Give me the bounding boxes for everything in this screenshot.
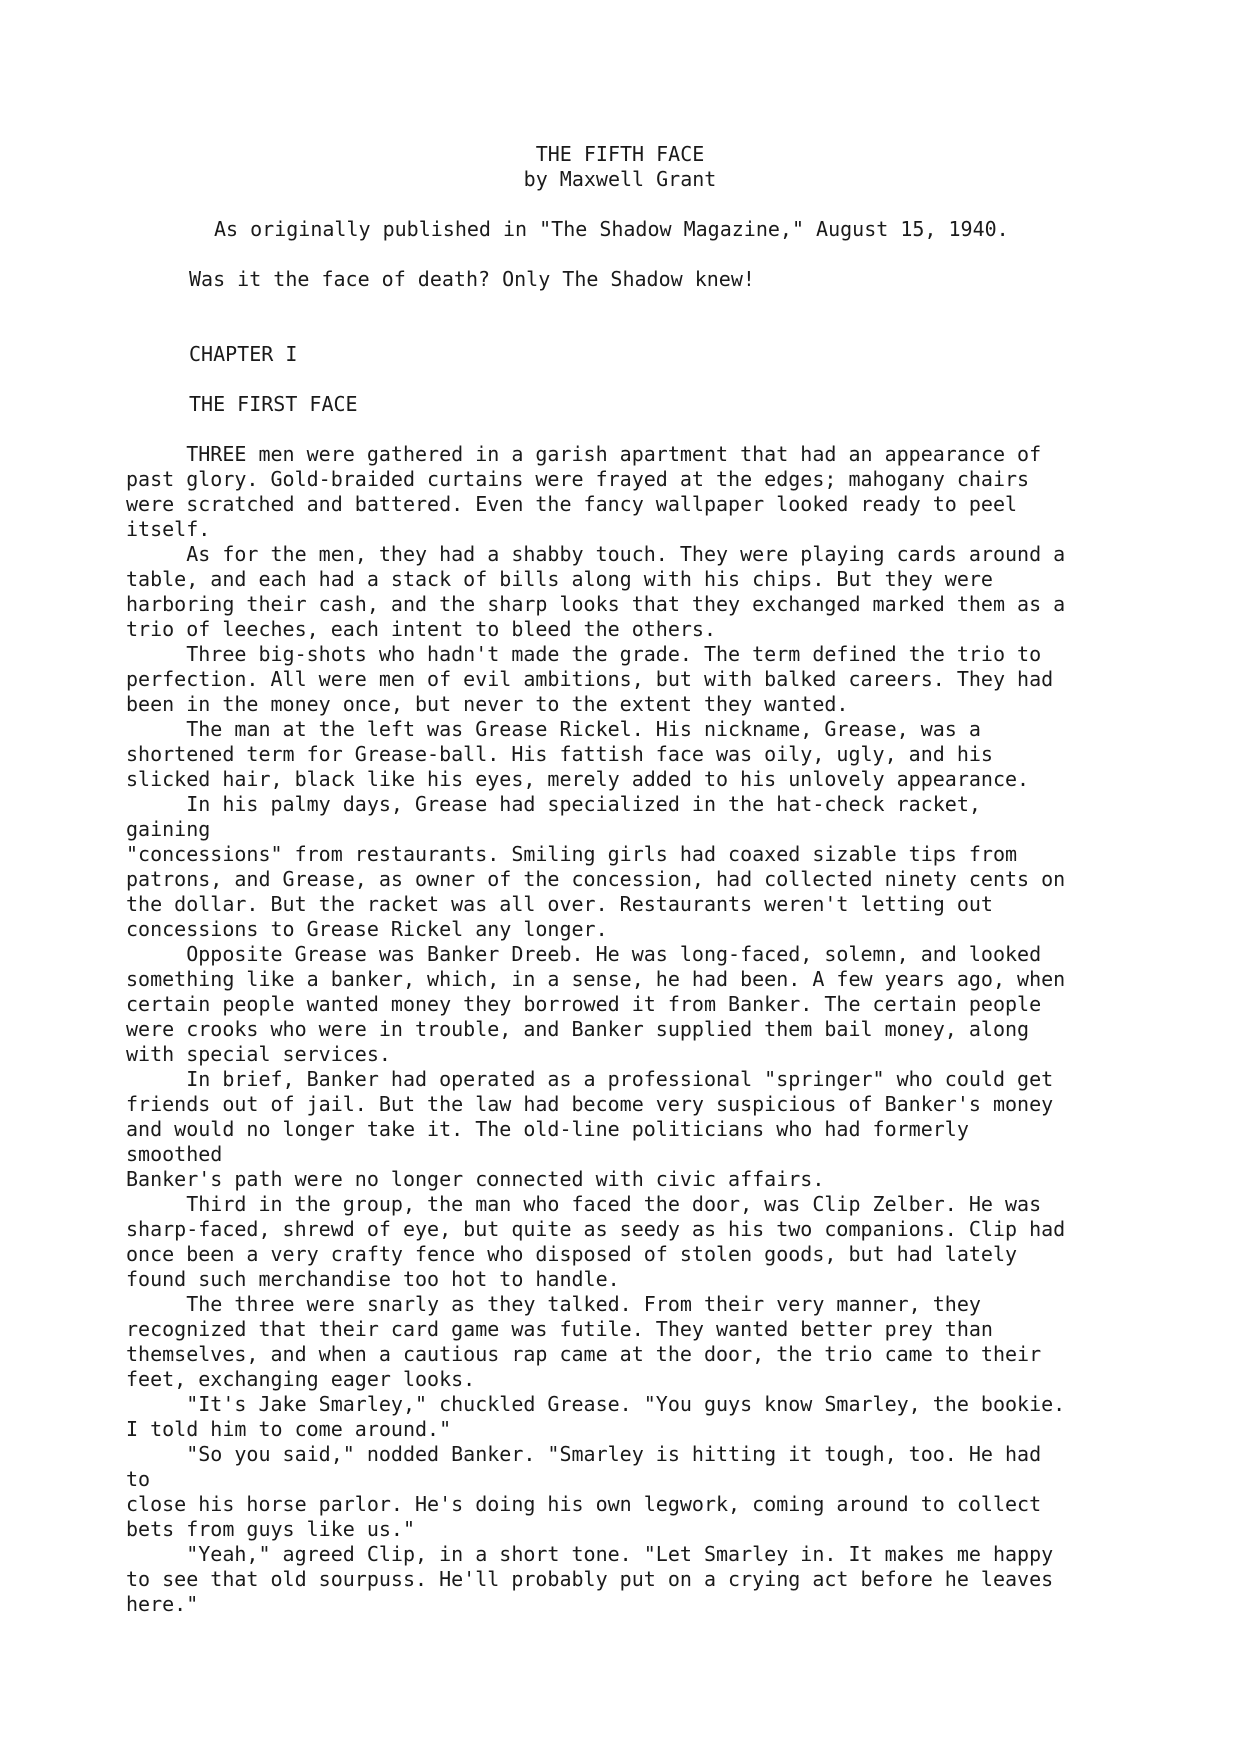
body-line: table, and each had a stack of bills along with his chips. But they were	[126, 567, 993, 591]
chapter-title: THE FIRST FACE	[189, 392, 358, 416]
body-line: something like a banker, which, in a sense, he had been. A few years ago, when	[126, 967, 1066, 991]
body-line: with special services.	[126, 1042, 391, 1066]
body-line: Banker's path were no longer connected with civic affairs.	[126, 1167, 825, 1191]
body-line: trio of leeches, each intent to bleed the others.	[126, 617, 717, 641]
body-line: itself.	[126, 517, 211, 541]
body-line: Third in the group, the man who faced the door, was Clip Zelber. He was	[126, 1192, 1042, 1216]
tagline: Was it the face of death? Only The Shadow knew!	[189, 267, 755, 291]
body-line: to see that old sourpuss. He'll probably put on a crying act before he leaves	[126, 1567, 1054, 1591]
body-line: were scratched and battered. Even the fancy wallpaper looked ready to peel	[126, 492, 1018, 516]
body-line: "Yeah," agreed Clip, in a short tone. "Let Smarley in. It makes me happy	[126, 1542, 1054, 1566]
body-line: harboring their cash, and the sharp looks that they exchanged marked them as a	[126, 592, 1066, 616]
body-line: THREE men were gathered in a garish apartment that had an appearance of	[126, 442, 1042, 466]
body-line: "concessions" from restaurants. Smiling girls had coaxed sizable tips from	[126, 842, 1018, 866]
body-line: recognized that their card game was futile. They wanted better prey than	[126, 1317, 993, 1341]
body-line: shortened term for Grease-ball. His fattish face was oily, ugly, and his	[126, 742, 993, 766]
body-line: concessions to Grease Rickel any longer.	[126, 917, 608, 941]
body-line: friends out of jail. But the law had become very suspicious of Banker's money	[126, 1092, 1054, 1116]
body-line: The man at the left was Grease Rickel. His nickname, Grease, was a	[126, 717, 981, 741]
body-line: "It's Jake Smarley," chuckled Grease. "You guys know Smarley, the bookie.	[126, 1392, 1066, 1416]
body-line: close his horse parlor. He's doing his own legwork, coming around to collect	[126, 1492, 1042, 1516]
author-byline: by Maxwell Grant	[523, 167, 717, 191]
body-line: In his palmy days, Grease had specialized in the hat-check racket,	[126, 792, 981, 816]
body-line: bets from guys like us."	[126, 1517, 415, 1541]
body-line: Three big-shots who hadn't made the grade. The term defined the trio to	[126, 642, 1042, 666]
body-line: patrons, and Grease, as owner of the concession, had collected ninety cents on	[126, 867, 1066, 891]
body-line: once been a very crafty fence who disposed of stolen goods, but had lately	[126, 1242, 1018, 1266]
body-line: The three were snarly as they talked. From their very manner, they	[126, 1292, 981, 1316]
book-title: THE FIFTH FACE	[535, 142, 705, 166]
body-line: here."	[126, 1592, 199, 1616]
body-line: "So you said," nodded Banker. "Smarley is hitting it tough, too. He had	[126, 1442, 1042, 1466]
chapter-label: CHAPTER I	[189, 342, 298, 366]
body-line: feet, exchanging eager looks.	[126, 1367, 476, 1391]
body-line: gaining	[126, 817, 211, 841]
body-line: been in the money once, but never to the extent they wanted.	[126, 692, 849, 716]
body-line: In brief, Banker had operated as a professional "springer" who could get	[126, 1067, 1054, 1091]
body-line: perfection. All were men of evil ambitions, but with balked careers. They had	[126, 667, 1054, 691]
body-line: and would no longer take it. The old-line politicians who had formerly	[126, 1117, 969, 1141]
body-line: certain people wanted money they borrowed it from Banker. The certain people	[126, 992, 1042, 1016]
body-line: to	[126, 1467, 151, 1491]
body-line: the dollar. But the racket was all over. Restaurants weren't letting out	[126, 892, 993, 916]
body-line: found such merchandise too hot to handle.	[126, 1267, 620, 1291]
body-line: smoothed	[126, 1142, 223, 1166]
body-line: were crooks who were in trouble, and Banker supplied them bail money, along	[126, 1017, 1030, 1041]
body-line: themselves, and when a cautious rap came at the door, the trio came to their	[126, 1342, 1042, 1366]
body-line: sharp-faced, shrewd of eye, but quite as seedy as his two companions. Clip had	[126, 1217, 1066, 1241]
publication-note: As originally published in "The Shadow Magazine," August 15, 1940.	[214, 217, 1009, 241]
body-line: Opposite Grease was Banker Dreeb. He was long-faced, solemn, and looked	[126, 942, 1042, 966]
body-line: I told him to come around."	[126, 1417, 452, 1441]
body-line: As for the men, they had a shabby touch. They were playing cards around a	[126, 542, 1066, 566]
body-line: slicked hair, black like his eyes, merely added to his unlovely appearance.	[126, 767, 1030, 791]
body-line: past glory. Gold-braided curtains were frayed at the edges; mahogany chairs	[126, 467, 1030, 491]
